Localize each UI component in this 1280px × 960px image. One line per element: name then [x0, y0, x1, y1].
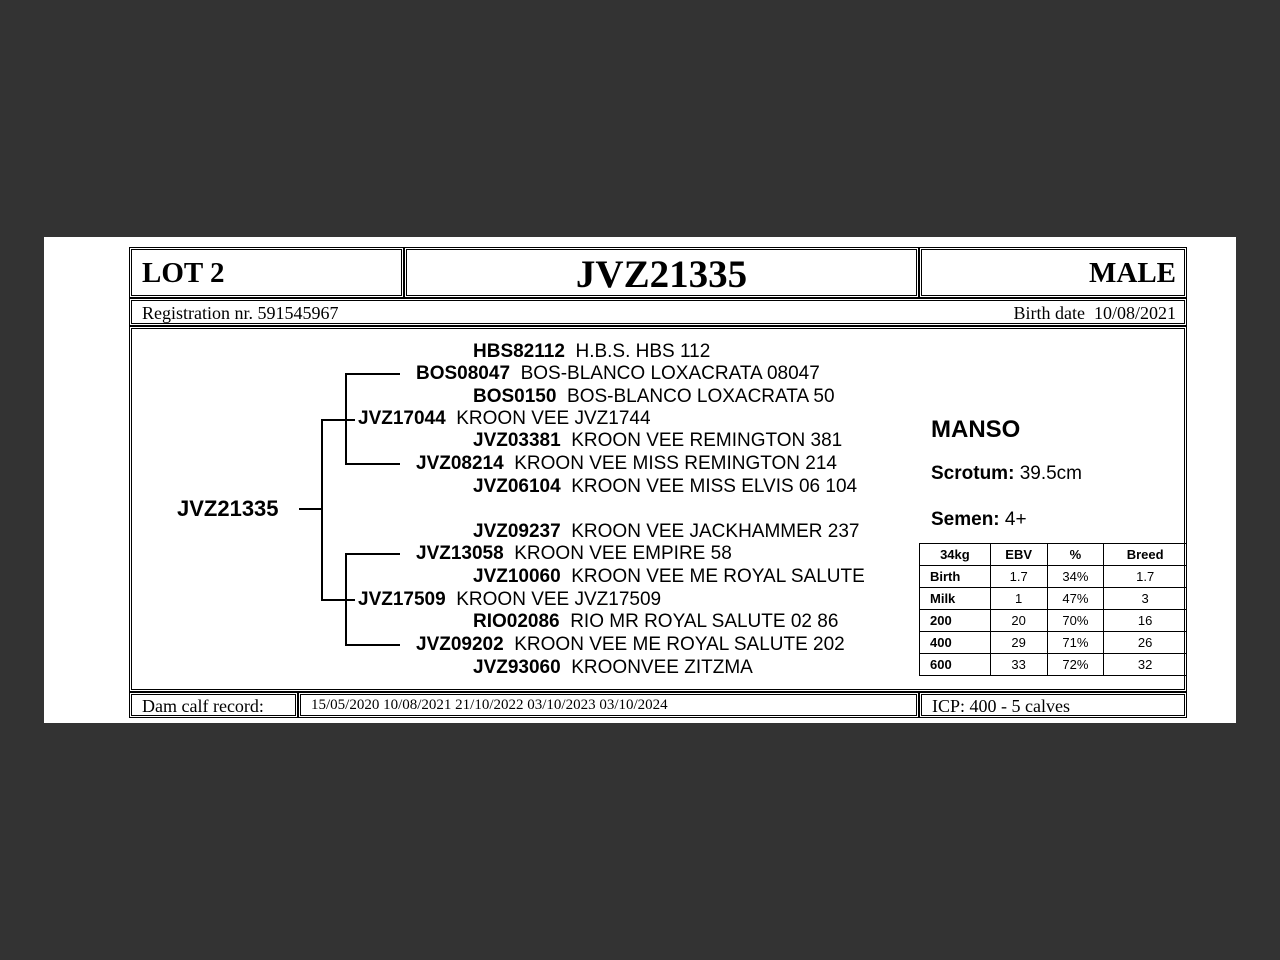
- name: KROON VEE JVZ17509: [456, 589, 662, 610]
- code: BOS0150: [473, 386, 557, 407]
- ebv-row-label: Birth: [920, 566, 991, 588]
- ebv-row-label: 600: [920, 654, 991, 676]
- name: KROON VEE ME ROYAL SALUTE: [571, 566, 865, 587]
- ebv-row-label: Milk: [920, 588, 991, 610]
- breed-name: MANSO: [931, 416, 1021, 443]
- name: KROON VEE ME ROYAL SALUTE 202: [514, 634, 845, 655]
- sire-sire-connector: [345, 373, 400, 375]
- sire-dam-connector: [345, 463, 400, 465]
- code: RIO02086: [473, 611, 560, 632]
- sire-dam: [416, 453, 837, 475]
- sire: [358, 408, 651, 430]
- ebv-cell: 16: [1104, 610, 1187, 632]
- sire-vertical: [345, 373, 347, 465]
- scrotum-value: 39.5cm: [1019, 463, 1082, 484]
- ebv-row: [920, 566, 1187, 588]
- dam-calf-label: Dam calf record:: [142, 696, 264, 716]
- sire-sire: [416, 363, 820, 385]
- sire-sire-dam: [473, 386, 835, 408]
- sire-sire-sire: [473, 341, 710, 363]
- ebv-header-cell: Breed: [1104, 544, 1187, 566]
- sire-dam-dam: [473, 476, 857, 498]
- name: KROON VEE MISS ELVIS 06 104: [571, 476, 858, 497]
- sex-box: [919, 247, 1187, 298]
- dam-calf-dates-box: [298, 692, 919, 718]
- code: JVZ10060: [473, 566, 561, 587]
- name: H.B.S. HBS 112: [575, 341, 711, 362]
- pedigree-subject: JVZ21335: [177, 496, 279, 521]
- name: KROON VEE JVZ1744: [456, 408, 651, 429]
- ebv-table: [919, 543, 1187, 676]
- ebv-row-label: 200: [920, 610, 991, 632]
- ebv-cell: 71%: [1047, 632, 1104, 654]
- lot-box: [129, 247, 404, 298]
- dam-dam-dam: [473, 657, 753, 679]
- name: KROON VEE JACKHAMMER 237: [571, 521, 860, 542]
- parents-vertical: [321, 419, 323, 601]
- sire-connector: [321, 419, 355, 421]
- lot-number: LOT 2: [142, 257, 225, 289]
- ebv-cell: 1.7: [990, 566, 1047, 588]
- ebv-cell: 26: [1104, 632, 1187, 654]
- ebv-header-cell: EBV: [990, 544, 1047, 566]
- ebv-row: [920, 610, 1187, 632]
- ebv-row: [920, 588, 1187, 610]
- ebv-row-label: 400: [920, 632, 991, 654]
- animal-id-box: [404, 247, 919, 298]
- name: KROONVEE ZITZMA: [571, 657, 753, 678]
- dam: [358, 589, 661, 611]
- registration-label: Registration nr.: [142, 303, 253, 323]
- ebv-cell: 29: [990, 632, 1047, 654]
- name: KROON VEE REMINGTON 381: [571, 430, 843, 451]
- ebv-header-cell: %: [1047, 544, 1104, 566]
- icp-box: [919, 692, 1187, 718]
- name: KROON VEE MISS REMINGTON 214: [514, 453, 837, 474]
- sire-dam-sire: [473, 430, 842, 452]
- dam-dam-sire: [473, 611, 838, 633]
- ebv-cell: 3: [1104, 588, 1187, 610]
- dam-dam: [416, 634, 845, 656]
- ebv-cell: 47%: [1047, 588, 1104, 610]
- registration-row: [129, 298, 1187, 326]
- dam-sire-dam: [473, 566, 865, 588]
- code: JVZ09237: [473, 521, 561, 542]
- code: JVZ93060: [473, 657, 561, 678]
- lot-card: [44, 237, 1236, 723]
- code: JVZ08214: [416, 453, 504, 474]
- sex: MALE: [1089, 257, 1176, 289]
- ebv-header-cell: 34kg: [920, 544, 991, 566]
- name: RIO MR ROYAL SALUTE 02 86: [570, 611, 839, 632]
- dam-sire-sire: [473, 521, 860, 543]
- code: JVZ13058: [416, 543, 504, 564]
- scrotum-label: Scrotum:: [931, 463, 1015, 484]
- code: JVZ09202: [416, 634, 504, 655]
- code: JVZ17044: [358, 408, 446, 429]
- ebv-cell: 1.7: [1104, 566, 1187, 588]
- scrotum: [931, 463, 1082, 485]
- semen: [931, 509, 1027, 531]
- subject-connector: [299, 508, 323, 510]
- ebv-row: [920, 654, 1187, 676]
- birth-date: [1014, 303, 1177, 324]
- ebv-row: [920, 632, 1187, 654]
- animal-id: JVZ21335: [575, 253, 748, 296]
- ebv-cell: 70%: [1047, 610, 1104, 632]
- dam-vertical: [345, 553, 347, 646]
- name: BOS-BLANCO LOXACRATA 08047: [520, 363, 820, 384]
- ebv-header-row: [920, 544, 1187, 566]
- dam-dam-connector: [345, 644, 400, 646]
- birth-date-label: Birth date: [1013, 303, 1085, 323]
- ebv-cell: 20: [990, 610, 1047, 632]
- code: BOS08047: [416, 363, 511, 384]
- dam-sire: [416, 543, 732, 565]
- dam-connector: [321, 599, 355, 601]
- dam-sire-connector: [345, 553, 400, 555]
- registration-value: 591545967: [257, 303, 339, 323]
- semen-value: 4+: [1004, 509, 1027, 530]
- name: BOS-BLANCO LOXACRATA 50: [567, 386, 835, 407]
- name: KROON VEE EMPIRE 58: [514, 543, 732, 564]
- ebv-cell: 72%: [1047, 654, 1104, 676]
- ebv-cell: 1: [990, 588, 1047, 610]
- code: JVZ06104: [473, 476, 561, 497]
- dam-calf-label-box: [129, 692, 298, 718]
- semen-label: Semen:: [931, 509, 1000, 530]
- code: HBS82112: [473, 341, 565, 362]
- birth-date-value: 10/08/2021: [1093, 303, 1176, 323]
- code: JVZ17509: [358, 589, 446, 610]
- code: JVZ03381: [473, 430, 561, 451]
- ebv-cell: 34%: [1047, 566, 1104, 588]
- ebv-cell: 33: [990, 654, 1047, 676]
- dam-calf-dates: 15/05/2020 10/08/2021 21/10/2022 03/10/2023 03/10/2024: [311, 697, 668, 713]
- registration-number: [142, 303, 339, 324]
- icp: ICP: 400 - 5 calves: [932, 696, 1070, 716]
- ebv-cell: 32: [1104, 654, 1187, 676]
